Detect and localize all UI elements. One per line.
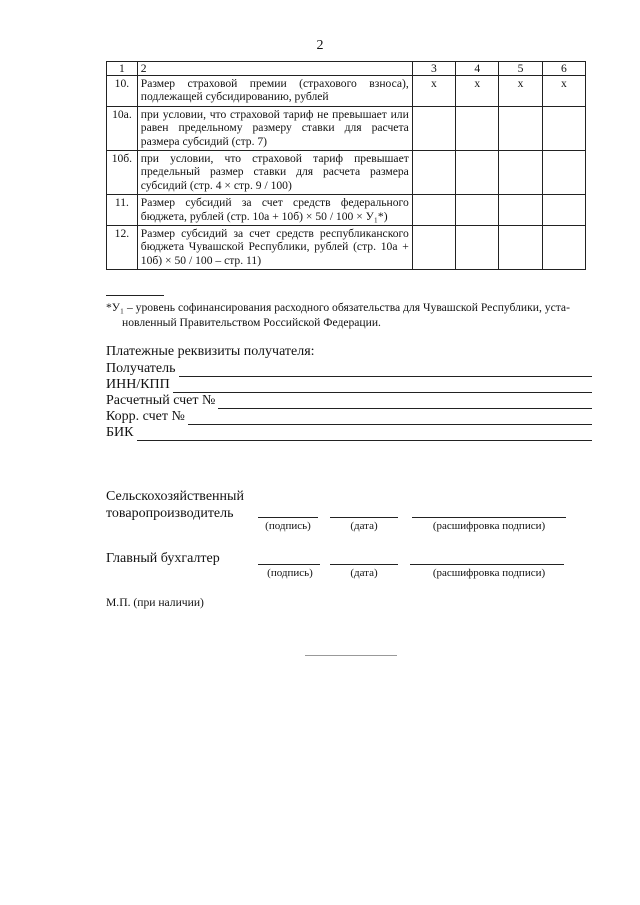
corr-account-field[interactable] [188,411,592,425]
subsidy-table [106,61,586,270]
date-caption: (дата) [350,520,378,532]
accountant-label: Главный бухгалтер [106,551,220,566]
row-value [499,195,542,226]
row-value: х [542,76,585,107]
recipient-field[interactable] [179,363,592,377]
account-label: Расчетный счет № [106,393,216,408]
inn-kpp-label: ИНН/КПП [106,377,170,392]
table-row [107,151,586,195]
row-value: х [499,76,542,107]
bik-label: БИК [106,425,134,440]
account-field[interactable] [218,395,592,409]
inn-kpp-field[interactable] [173,379,592,393]
row-text: Размер субсидий за счет средств республиканского бюджета Чувашской Республики, рублей (стр. 10а + 10б) × 50 / 100 – стр. 11) [137,226,412,270]
header-cell: 5 [499,62,542,76]
row-number: 11. [107,195,138,226]
payment-details-title: Платежные реквизиты получателя: [106,344,315,359]
row-number: 10а. [107,106,138,150]
row-value [456,195,499,226]
footnote-line: новленный Правительством Российской Федерации. [122,316,381,329]
footnote-line: *У₁ – уровень софинансирования расходного обязательства для Чувашской Республики, уста- [106,301,570,314]
row-text: при условии, что страховой тариф превышает предельный размер ставки для расчета размера субсидий (стр. 4 × стр. 9 / 100) [137,151,412,195]
table-row [107,195,586,226]
corr-account-row [106,409,592,425]
recipient-label: Получатель [106,361,176,376]
bik-row [106,425,592,441]
row-value [499,151,542,195]
producer-date-line[interactable] [330,517,398,518]
decoding-caption: (расшифровка подписи) [432,567,546,579]
row-text: Размер субсидий за счет средств федерального бюджета, рублей (стр. 10а + 10б) × 50 / 100 × У₁*) [137,195,412,226]
row-value [499,226,542,270]
row-value [542,106,585,150]
row-number: 12. [107,226,138,270]
producer-label [106,488,244,522]
footnote [106,300,590,330]
row-number: 10. [107,76,138,107]
row-value [456,226,499,270]
row-value: х [456,76,499,107]
recipient-row [106,361,592,377]
corr-account-label: Корр. счет № [106,409,185,424]
row-value [412,106,455,150]
bik-field[interactable] [137,427,593,441]
header-cell: 6 [542,62,585,76]
row-value [412,151,455,195]
row-text: Размер страховой премии (страхового взноса), подлежащей субсидированию, рублей [137,76,412,107]
decoding-caption: (расшифровка подписи) [432,520,546,532]
row-value [456,106,499,150]
producer-signature-line[interactable] [258,517,318,518]
signature-caption: (подпись) [265,520,311,532]
header-cell: 1 [107,62,138,76]
producer-label-line: товаропроизводитель [106,506,234,521]
row-value [542,151,585,195]
row-value [542,195,585,226]
producer-decoding-line[interactable] [412,517,566,518]
row-number: 10б. [107,151,138,195]
row-value [456,151,499,195]
table-row [107,226,586,270]
row-text: при условии, что страховой тариф не превышает или равен предельному размеру ставки для расчета размера субсидий (стр. 7) [137,106,412,150]
signature-caption: (подпись) [267,567,313,579]
footnote-separator [106,295,164,296]
account-row [106,393,592,409]
inn-kpp-row [106,377,592,393]
table-row [107,76,586,107]
accountant-date-line[interactable] [330,564,398,565]
date-caption: (дата) [350,567,378,579]
accountant-decoding-line[interactable] [410,564,564,565]
row-value [412,226,455,270]
accountant-signature-line[interactable] [258,564,320,565]
producer-label-line: Сельскохозяйственный [106,489,244,504]
header-cell: 3 [412,62,455,76]
row-value [499,106,542,150]
row-value [412,195,455,226]
stamp-place: М.П. (при наличии) [106,596,204,609]
page-number: 2 [316,38,324,53]
row-value: х [412,76,455,107]
row-value [542,226,585,270]
table-row [107,106,586,150]
table-header-row [107,62,586,76]
header-cell: 4 [456,62,499,76]
header-cell: 2 [137,62,412,76]
end-separator [305,655,397,656]
